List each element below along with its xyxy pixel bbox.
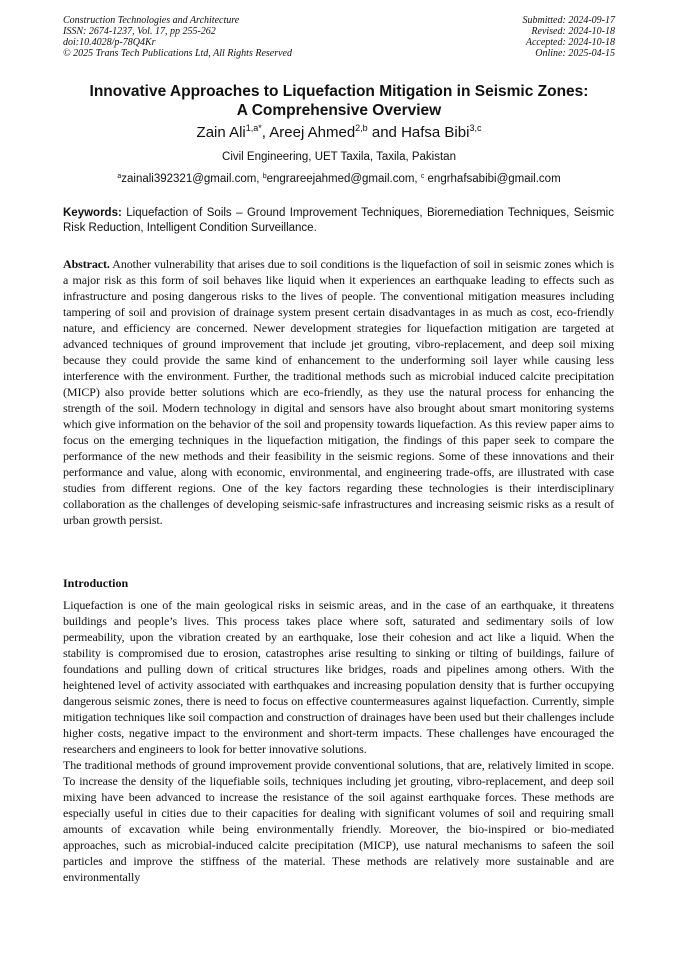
author-2-name: Areej Ahmed [269,124,356,141]
title-line-2: A Comprehensive Overview [236,102,442,119]
introduction-heading: Introduction [63,576,129,590]
date-revised: Revised: 2024-10-18 [531,26,615,37]
title-line-1: Innovative Approaches to Liquefaction Mitigation in Seismic Zones: [89,83,589,100]
author-list [40,124,638,142]
introduction-paragraph-1: Liquefaction is one of the main geological risks in seismic areas, and in the case of an earthquake, it threatens buildings and people’s lives. This process takes place where soft, saturated and sedimentary soils of low permeability, upon the vibration created by an earthquake, lose their cohesion and act like a liquid. When the stability is compromised due to erosion, catastrophes arise resulting to sinking or tilting of buildings, failure of foundations and pulling down of critical structures like bridges, roads and pipelines among others. With the heightened level of activity associated with earthquakes and increasing population density that is further occupying dangerous seismic zones, there is need to focus on effective countermeasures against liquefaction. Currently, simple mitigation techniques like soil compaction and construction of drainages have been used but their challenges include higher costs, negative impact to the environment and short-term impacts. These challenges have encouraged the researchers and engineers to look for better innovative solutions. [63,598,614,756]
email-a[interactable]: zainali392321@gmail.com, [121,173,263,185]
journal-doi[interactable]: doi:10.4028/p-78Q4Kr [63,37,156,48]
email-c-superscript: c [420,173,425,180]
author-1-superscript: 1,a* [245,123,262,133]
abstract-section [63,256,614,528]
author-emails [40,172,638,186]
abstract-text: Another vulnerability that arises due to soil conditions is the liquefaction of soil in seismic zones which is a major risk as this form of soil behaves like liquid when it experiences an earthquake leading to effects such as infrastructure and posing dangerous risks to the lives of people. The conventional mitigation measures including tampering of soil and provision of drainage system present certain disadvantages in as much as cost, eco-friendly nature, and efficiency are concerned. Newer development strategies for liquefaction mitigation are targeted at advanced techniques of ground improvement that include jet grouting, vibro-replacement, and deep soil mixing because they could provide the same kind of enhancement to the underforming soil layer while causing less interference with the environment. Further, the traditional methods such as microbial induced calcite precipitation (MICP) also provide better solutions which are eco-friendly, as they use the natural process for enhancing the strength of the soil. Modern technology in digital and sensors have also brought about smart monitoring systems which give information on the behavior of the soil and propensity towards liquefaction. As this review paper aims to focus on the emerging techniques in the liquefaction mitigation, the findings of this paper seek to compare the performance of the new methods and their feasibility in the seismic regions. Some of these innovations and their performance and value, along with economic, environmental, and engineering trade-offs, are illustrated with case studies from different regions. One of the key factors regarding these technologies is their interdisciplinary collaboration as the challenges of developing seismic-safe infrastructures and increasing seismic risks as a result of urban growth persist. [63,257,614,527]
introduction-paragraph-2: The traditional methods of ground improvement provide conventional solutions, that are, relatively limited in scope. To increase the density of the liquefiable soils, techniques including jet grouting, vibro-replacement, and deep soil mixing have been advanced to increase the resistance of the soil against earthquake forces. These methods are especially useful in cities due to their capacities for dealing with significant volumes of soil and requiring small amounts of excavation while being environmentally friendly. Moreover, the bio-inspired or bio-mediated approaches, such as microbial-induced calcite precipitation (MICP), use natural mechanisms to safeen the soil particles and improve the stiffness of the material. These methods are relatively more sustainable and are environmentally [63,758,614,884]
journal-header-right [523,15,616,59]
keywords-label: Keywords: [63,207,122,219]
journal-name: Construction Technologies and Architecture [63,15,240,26]
author-3-name: Hafsa Bibi [401,124,470,141]
author-separator: , [261,124,270,141]
abstract-label: Abstract. [63,257,110,271]
author-3-superscript: 3,c [469,123,482,133]
email-a-superscript: a [117,173,122,180]
email-c[interactable]: engrhafsabibi@gmail.com [424,173,561,185]
author-separator: and [367,124,402,141]
author-1-name: Zain Ali [196,124,246,141]
date-accepted: Accepted: 2024-10-18 [525,37,615,48]
affiliation: Civil Engineering, UET Taxila, Taxila, Pakistan [222,151,456,163]
date-submitted: Submitted: 2024-09-17 [522,15,615,26]
email-b-superscript: b [262,173,267,180]
journal-copyright: © 2025 Trans Tech Publications Ltd, All Rights Reserved [63,48,292,59]
paper-title [40,82,638,120]
introduction-body [63,597,614,885]
date-online: Online: 2025-04-15 [535,48,615,59]
journal-header-left [63,15,292,59]
keywords-text: Liquefaction of Soils – Ground Improvement Techniques, Bioremediation Techniques, Seismic Risk Reduction, Intelligent Condition Surveillance. [63,207,614,234]
email-b[interactable]: engrareejahmed@gmail.com, [266,173,421,185]
journal-issn: ISSN: 2674-1237, Vol. 17, pp 255-262 [63,26,216,37]
keywords-section [63,206,614,236]
author-2-superscript: 2,b [355,123,368,133]
